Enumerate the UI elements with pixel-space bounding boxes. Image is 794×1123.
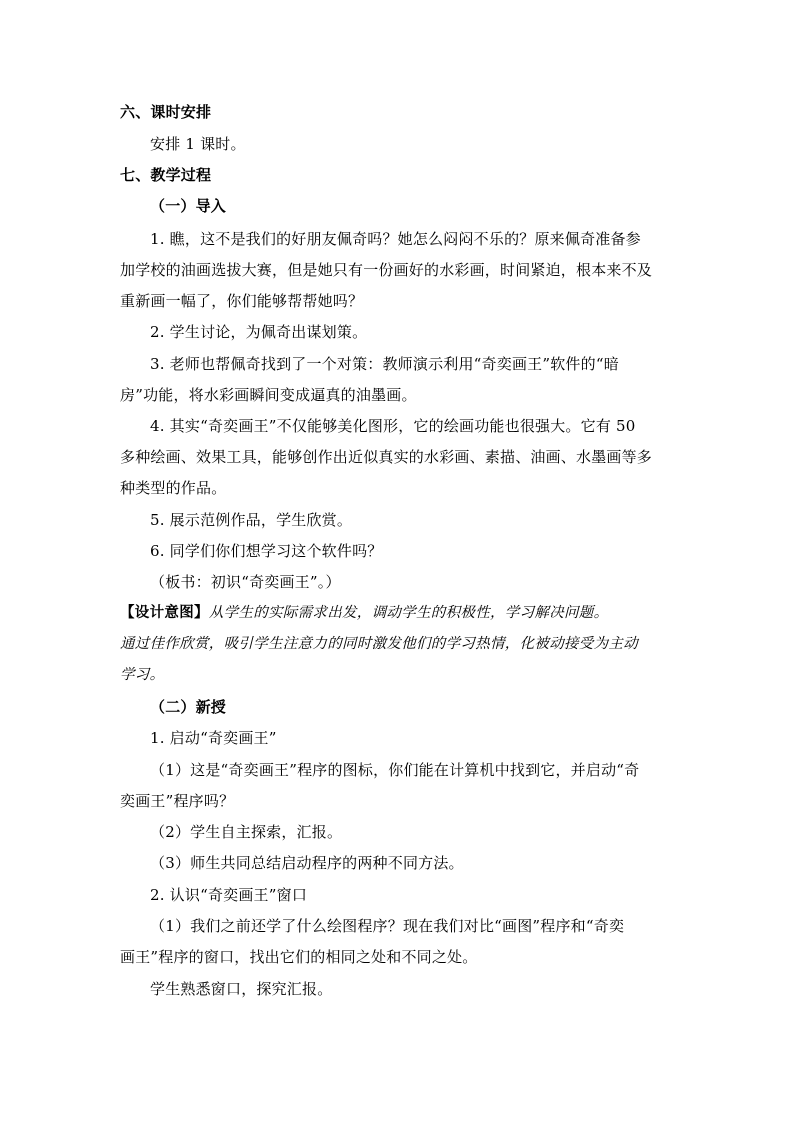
design-intent-tag: 【设计意图】 xyxy=(120,604,209,621)
paragraph-line: 画王”程序的窗口，找出它们的相同之处和不同之处。 xyxy=(120,948,478,966)
paragraph-line: 学生熟悉窗口，探究汇报。 xyxy=(150,980,333,998)
section-heading-schedule: 六、课时安排 xyxy=(120,103,212,121)
subheading-intro: （一）导入 xyxy=(150,197,227,215)
design-intent-text: 从学生的实际需求出发，调动学生的积极性，学习解决问题。 xyxy=(208,605,609,621)
paragraph-line: 1. 瞧，这不是我们的好朋友佩奇吗？她怎么闷闷不乐的？原来佩奇准备参 xyxy=(150,230,641,248)
paragraph-line: （2）学生自主探索，汇报。 xyxy=(150,823,343,841)
paragraph-line: 房”功能，将水彩画瞬间变成逼真的油墨画。 xyxy=(120,386,417,404)
design-intent xyxy=(120,603,608,623)
section-heading-process: 七、教学过程 xyxy=(120,166,212,184)
design-intent-line: 通过佳作欣赏，吸引学生注意力的同时激发他们的学习热情，化被动接受为主动 xyxy=(120,636,638,652)
paragraph-line: 种类型的作品。 xyxy=(120,479,227,497)
subheading-new-lesson: （二）新授 xyxy=(150,698,227,716)
paragraph-line: 6. 同学们你们想学习这个软件吗？ xyxy=(150,542,383,560)
design-intent-line: 学习。 xyxy=(120,667,165,683)
paragraph-line: 加学校的油画选拔大赛，但是她只有一份画好的水彩画，时间紧迫，根本来不及 xyxy=(120,261,653,279)
paragraph-line: （1）这是“奇奕画王”程序的图标，你们能在计算机中找到它，并启动“奇 xyxy=(150,761,640,779)
paragraph-line: 1. 启动“奇奕画王” xyxy=(150,729,277,747)
paragraph-line: 5. 展示范例作品，学生欣赏。 xyxy=(150,511,353,529)
paragraph-line: 3. 老师也帮佩奇找到了一个对策：教师演示利用“奇奕画王”软件的“暗 xyxy=(150,355,619,373)
paragraph-line: 4. 其实“奇奕画王”不仅能够美化图形，它的绘画功能也很强大。它有 50 xyxy=(150,417,636,435)
paragraph-line: 2. 认识“奇奕画王”窗口 xyxy=(150,886,308,904)
schedule-body: 安排 1 课时。 xyxy=(150,135,246,153)
paragraph-line: （3）师生共同总结启动程序的两种不同方法。 xyxy=(150,854,464,872)
blackboard-note: （板书：初识“奇奕画王”。） xyxy=(150,573,341,591)
paragraph-line: 奕画王”程序吗？ xyxy=(120,792,235,810)
paragraph-line: 重新画一幅了，你们能够帮帮她吗？ xyxy=(120,292,364,310)
paragraph-line: （1）我们之前还学了什么绘图程序？现在我们对比“画图”程序和“奇奕 xyxy=(150,917,625,935)
paragraph-line: 多种绘画、效果工具，能够创作出近似真实的水彩画、素描、油画、水墨画等多 xyxy=(120,448,653,466)
paragraph-line: 2. 学生讨论，为佩奇出谋划策。 xyxy=(150,323,368,341)
